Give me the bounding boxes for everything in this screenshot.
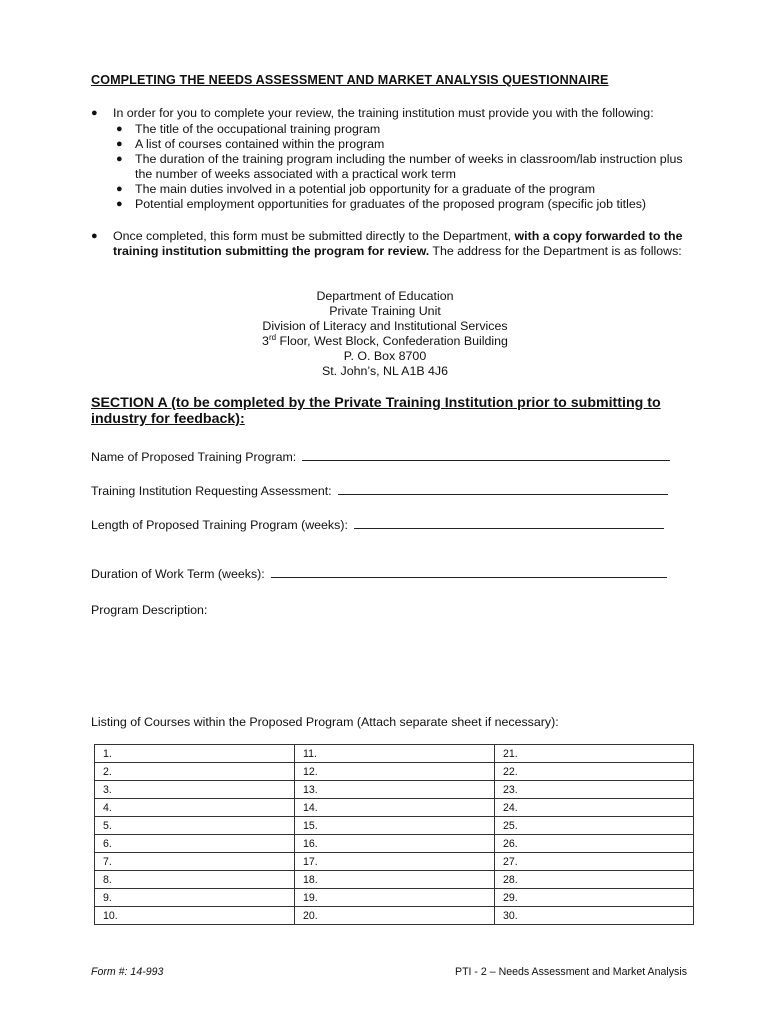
course-cell[interactable]: 14. <box>295 799 495 817</box>
submit-text-bold: with a copy forwarded to the training institution submitting the program for review. <box>113 229 683 258</box>
table-row <box>95 853 694 871</box>
bullet-icon: ● <box>116 138 123 150</box>
work-term-field <box>91 566 667 581</box>
courses-label: Listing of Courses within the Proposed Program (Attach separate sheet if necessary): <box>91 715 559 729</box>
course-cell[interactable]: 20. <box>295 907 495 925</box>
document-title: COMPLETING THE NEEDS ASSESSMENT AND MARKET ANALYSIS QUESTIONNAIRE <box>91 73 609 87</box>
bullet-icon: ● <box>116 198 123 210</box>
bullet-icon: ● <box>116 123 123 135</box>
institution-input[interactable] <box>338 483 668 495</box>
program-description-label: Program Description: <box>91 603 208 617</box>
course-cell[interactable]: 3. <box>95 781 295 799</box>
address-line: Division of Literacy and Institutional Services <box>262 319 508 333</box>
address-line: 3rd Floor, West Block, Confederation Building <box>262 332 508 348</box>
table-row <box>95 889 694 907</box>
course-cell[interactable]: 22. <box>495 763 694 781</box>
course-cell[interactable]: 11. <box>295 745 495 763</box>
course-cell[interactable]: 5. <box>95 817 295 835</box>
bullet-icon: ● <box>116 153 123 165</box>
course-cell[interactable]: 29. <box>495 889 694 907</box>
program-length-input[interactable] <box>354 517 664 529</box>
bullet-icon: ● <box>116 183 123 195</box>
course-cell[interactable]: 12. <box>295 763 495 781</box>
course-cell[interactable]: 17. <box>295 853 495 871</box>
field-label: Length of Proposed Training Program (weeks): <box>91 518 348 532</box>
program-name-input[interactable] <box>302 449 670 461</box>
institution-field <box>91 483 668 498</box>
course-cell[interactable]: 27. <box>495 853 694 871</box>
course-cell[interactable]: 19. <box>295 889 495 907</box>
course-cell[interactable]: 8. <box>95 871 295 889</box>
table-row <box>95 871 694 889</box>
course-cell[interactable]: 10. <box>95 907 295 925</box>
course-cell[interactable]: 7. <box>95 853 295 871</box>
program-name-field <box>91 449 670 464</box>
bullet-icon: ● <box>91 107 98 119</box>
course-cell[interactable]: 28. <box>495 871 694 889</box>
address-line: St. John’s, NL A1B 4J6 <box>321 364 449 378</box>
course-cell[interactable]: 16. <box>295 835 495 853</box>
field-label: Duration of Work Term (weeks): <box>91 567 265 581</box>
field-label: Training Institution Requesting Assessment: <box>91 484 332 498</box>
course-cell[interactable]: 2. <box>95 763 295 781</box>
document-name: PTI - 2 – Needs Assessment and Market Analysis <box>455 966 687 978</box>
list-item: ● The main duties involved in a potential job opportunity for a graduate of the program <box>116 182 596 196</box>
table-row <box>95 781 694 799</box>
course-cell[interactable]: 15. <box>295 817 495 835</box>
field-label: Name of Proposed Training Program: <box>91 450 297 464</box>
course-cell[interactable]: 24. <box>495 799 694 817</box>
program-length-field <box>91 517 664 532</box>
intro-bullet-text: In order for you to complete your review, the training institution must provide you with the following: <box>113 106 654 120</box>
bullet-icon: ● <box>91 230 98 242</box>
table-row <box>95 745 694 763</box>
course-cell[interactable]: 13. <box>295 781 495 799</box>
course-cell[interactable]: 25. <box>495 817 694 835</box>
work-term-input[interactable] <box>271 566 667 578</box>
course-cell[interactable]: 6. <box>95 835 295 853</box>
course-cell[interactable]: 1. <box>95 745 295 763</box>
submit-text-end: The address for the Department is as follows: <box>429 244 682 258</box>
section-a-title: SECTION A (to be completed by the Private Training Institution prior to submitting to industry for feedback): <box>91 395 661 427</box>
course-cell[interactable]: 30. <box>495 907 694 925</box>
list-item: ● The duration of the training program including the number of weeks in classroom/lab instruction plus the number of weeks associated with a practical work term <box>116 152 683 181</box>
address-line: Private Training Unit <box>329 304 441 318</box>
table-row <box>95 763 694 781</box>
submit-bullet-text <box>113 229 691 259</box>
course-cell[interactable]: 26. <box>495 835 694 853</box>
course-cell[interactable]: 9. <box>95 889 295 907</box>
course-cell[interactable]: 21. <box>495 745 694 763</box>
course-cell[interactable]: 23. <box>495 781 694 799</box>
submit-text-start: Once completed, this form must be submitted directly to the Department, <box>113 229 515 243</box>
course-cell[interactable]: 4. <box>95 799 295 817</box>
list-item: ● Potential employment opportunities for graduates of the proposed program (specific job titles) <box>116 197 647 211</box>
requirements-list <box>113 122 691 212</box>
list-item: ● A list of courses contained within the program <box>116 137 385 151</box>
address-line: Department of Education <box>316 289 454 303</box>
table-row <box>95 817 694 835</box>
department-address <box>150 289 620 379</box>
intro-bullet <box>91 106 691 212</box>
courses-table <box>94 744 694 925</box>
table-row <box>95 799 694 817</box>
address-line: P. O. Box 8700 <box>343 349 427 363</box>
list-item: ● The title of the occupational training program <box>116 122 381 136</box>
form-number: Form #: 14-993 <box>91 966 164 978</box>
table-row <box>95 835 694 853</box>
course-cell[interactable]: 18. <box>295 871 495 889</box>
submit-bullet <box>91 229 691 259</box>
table-row <box>95 907 694 925</box>
